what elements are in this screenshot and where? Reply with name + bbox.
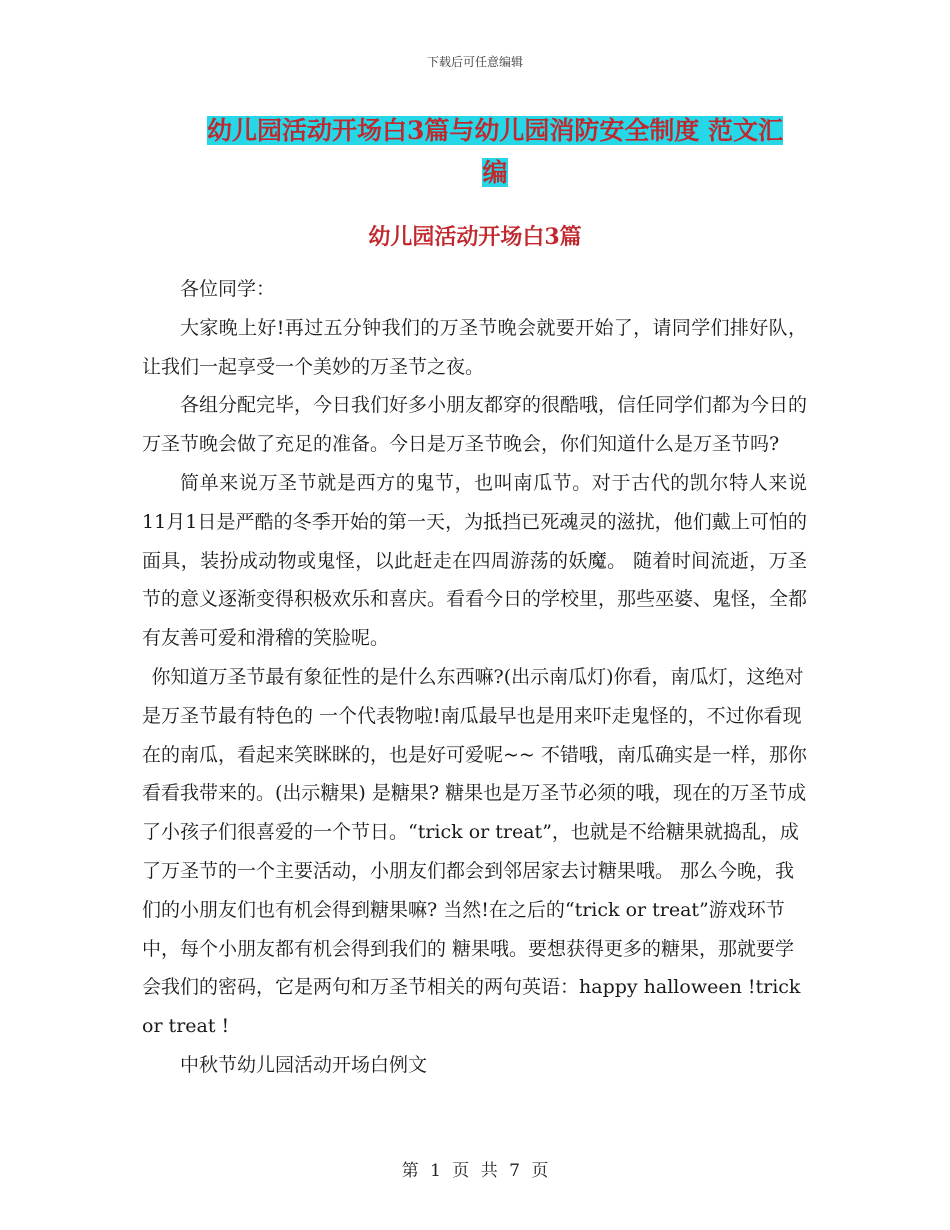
section-title: 幼儿园活动开场白3篇 — [368, 224, 582, 250]
paragraph: 各组分配完毕，今日我们好多小朋友都穿的很酷哦，信任同学们都为今日的万圣节晚会做了充足的准备。今日是万圣节晚会，你们知道什么是万圣节吗? — [142, 394, 808, 456]
paragraph: 简单来说万圣节就是西方的鬼节，也叫南瓜节。对于古代的凯尔特人来说11月1日是严酷的冬季开始的第一天，为抵挡已死魂灵的滋扰，他们戴上可怕的面具，装扮成动物或鬼怪，以此赶走在四周游荡的妖魔。 随着时间流逝，万圣节的意义逐渐变得积极欢乐和喜庆。看看今日的学校里，那些巫婆、鬼怪，全都有友善可爱和滑稽的笑脸呢。 — [142, 471, 808, 650]
paragraph: 你知道万圣节最有象征性的是什么东西嘛?(出示南瓜灯)你看，南瓜灯，这绝对是万圣节最有特色的 一个代表物啦!南瓜最早也是用来吓走鬼怪的，不过你看现在的南瓜，看起来笑眯眯的，也是好可爱呢~~ 不错哦，南瓜确实是一样，那你看看我带来的。(出示糖果) 是糖果? 糖果也是万圣节必须的哦，现在的万圣节成了小孩子们很喜爱的一个节日。“trick or treat”，也就是不给糖果就捣乱，成了万圣节的一个主要活动，小朋友们都会到邻居家去讨糖果哦。 那么今晚，我们的小朋友们也有机会得到糖果嘛? 当然!在之后的“trick or treat”游戏环节中，每个小朋友都有机会得到我们的 糖果哦。要想获得更多的糖果，那就要学会我们的密码，它是两句和万圣节相关的两句英语：happy halloween !trick or treat ! — [142, 665, 807, 1038]
page-footer: 第 1 页 共 7 页 — [401, 1161, 549, 1181]
paragraph-greeting: 各位同学： — [180, 278, 276, 300]
paragraph: 大家晚上好!再过五分钟我们的万圣节晚会就要开始了，请同学们排好队，让我们一起享受一个美妙的万圣节之夜。 — [142, 316, 807, 378]
paragraph-subheading: 中秋节幼儿园活动开场白例文 — [180, 1053, 428, 1076]
title-line-1: 幼儿园活动开场白3篇与幼儿园消防安全制度 范文汇 — [206, 116, 784, 145]
document-title — [150, 110, 840, 194]
body-text — [142, 270, 807, 1085]
title-line-2: 编 — [482, 158, 508, 187]
header-note: 下载后可任意编辑 — [426, 55, 523, 69]
